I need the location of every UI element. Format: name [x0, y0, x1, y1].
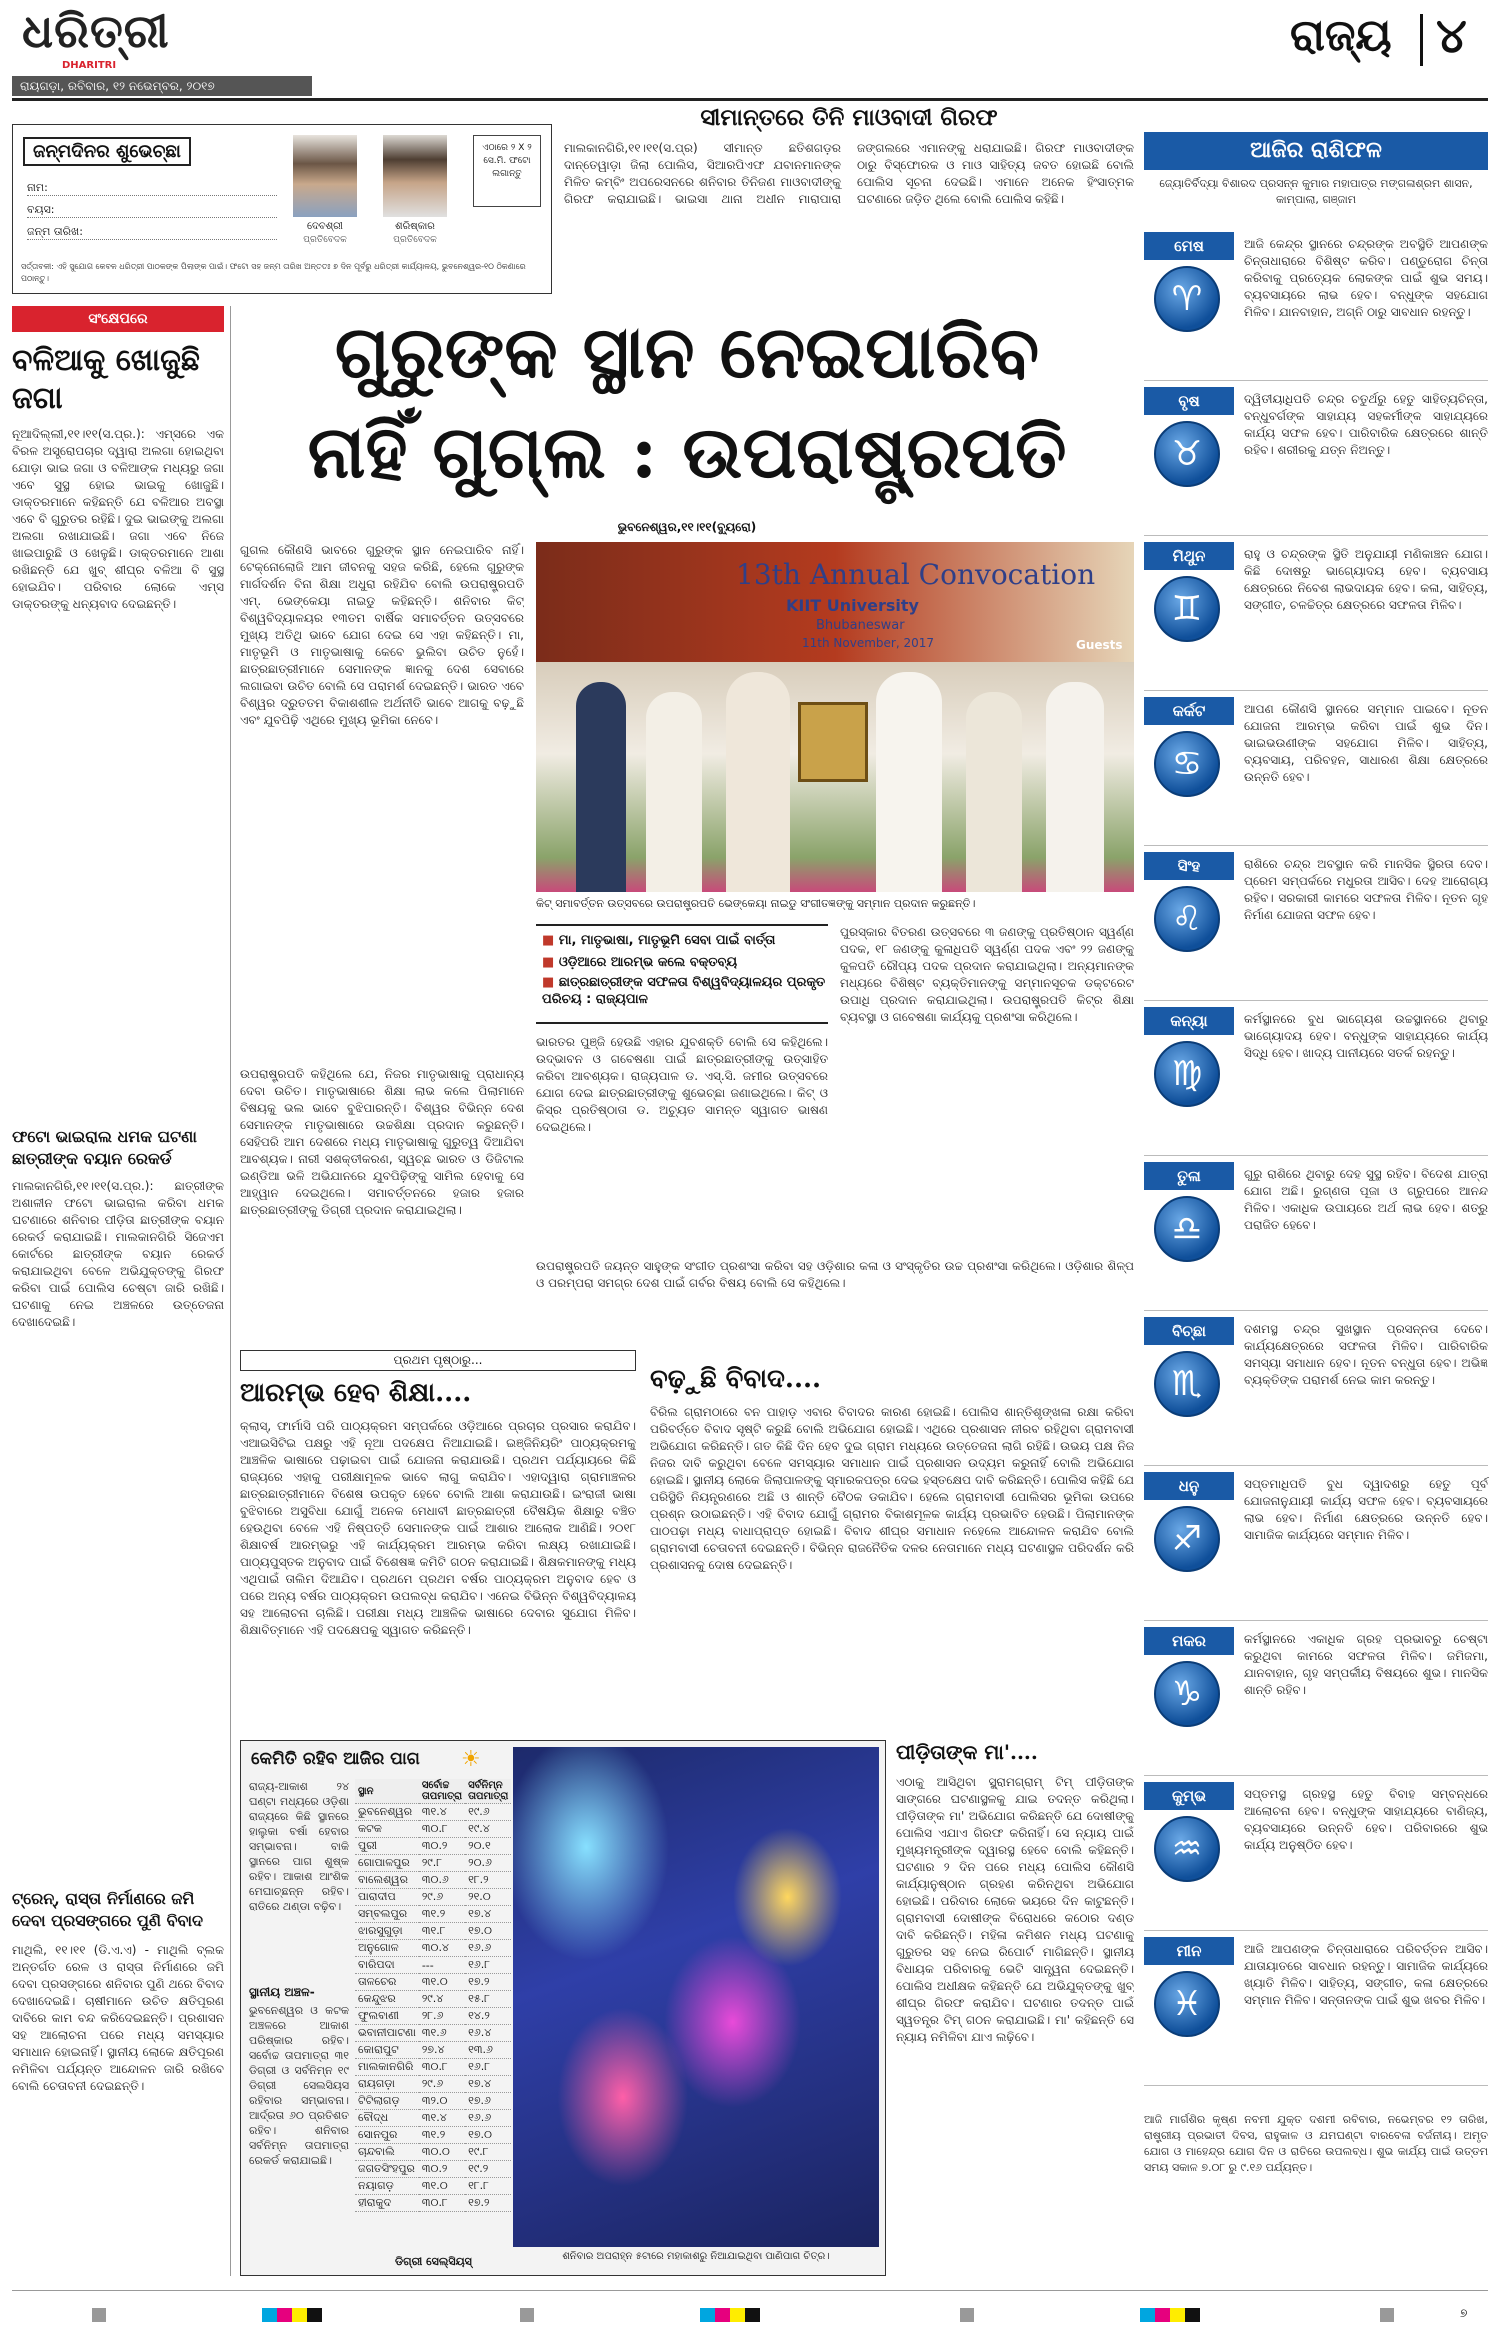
- weather-row: [355, 2127, 511, 2144]
- weather-place: ସୋନପୁର: [355, 2127, 419, 2144]
- panchang: ଆଜି ମାର୍ଗଶିର କୃଷ୍ଣ ନବମୀ ଯୁକ୍ତ ଦଶମୀ ରବିବାର, ନଭେମ୍ବର ୧୨ ତାରିଖ, ରାଷ୍ଟ୍ରୀୟ ପ୍ରଭାତୀ ଦିବସ, ରାହୁକାଳ ଓ ଯମଘଣ୍ଟା ବାରବେଳା ବର୍ଜନୀୟ। ଅମୃତ ଯୋଗ ଓ ମାହେନ୍ଦ୍ର ଯୋଗ ଦିନ ଓ ରାତିରେ ଉପଲବ୍ଧ। ଶୁଭ କାର୍ଯ୍ୟ ପାଇଁ ଉତ୍ତମ ସମୟ ସକାଳ ୭.୦୮ ରୁ ୯.୧୬ ପର୍ଯ୍ୟନ୍ତ।: [1144, 2113, 1488, 2174]
- weather-max: ୨୯.୬: [419, 1889, 465, 1906]
- kid-name-2: ଶରିଷ୍କାର: [395, 221, 435, 232]
- brief-body-1: ନୂଆଦିଲ୍ଲୀ,୧୧।୧୧(ସ.ପ୍ର.): ଏମ୍ସରେ ଏକ ବିରଳ ଅସ୍ତ୍ରୋପଚାର ଦ୍ୱାରା ଅଲଗା ହୋଇଥିବା ଯୋଡ଼ା ଭାଇ ଜଗା ଓ ବଳିଆଙ୍କ ମଧ୍ୟରୁ ଜଗା ଏବେ ସୁସ୍ଥ ହୋଇ ଭାଇକୁ ଖୋଜୁଛି। ଡାକ୍ତରମାନେ କହିଛନ୍ତି ଯେ ବଳିଆର ଅବସ୍ଥା ଏବେ ବି ଗୁରୁତର ରହିଛି। ଦୁଇ ଭାଇଙ୍କୁ ଅଲଗା ଅଲଗା ରଖାଯାଇଛି। ଜଗା ଏବେ ନିଜେ ଖାଇପାରୁଛି ଓ ଖେଳୁଛି। ଡାକ୍ତରମାନେ ଆଶା ରଖିଛନ୍ତି ଯେ ଖୁବ୍ ଶୀଘ୍ର ବଳିଆ ବି ସୁସ୍ଥ ହୋଇଯିବ। ପରିବାର ଲୋକେ ଏମ୍ସ ଡାକ୍ତରଙ୍କୁ ଧନ୍ୟବାଦ ଦେଇଛନ୍ତି।: [12, 427, 224, 611]
- weather-min: ୧୯.୬: [465, 1804, 511, 1821]
- education-story: [240, 1350, 636, 1730]
- reg-mark-2: [262, 2308, 322, 2322]
- section-divider: [1420, 14, 1423, 66]
- brief-rule: [230, 306, 231, 2276]
- footer-rule: [12, 2290, 1488, 2291]
- weather-place: ପୁରୀ: [355, 1838, 419, 1855]
- victim-body: ଏଠାକୁ ଆସିଥିବା ସ୍କ୍ରାମଗ୍ରାମ୍‌ ଟିମ୍‌ ପୀଡ଼ିତାଙ୍କ ସାଙ୍ଗରେ ଘଟଣାସ୍ଥଳକୁ ଯାଇ ତଦନ୍ତ କରିଥିଲା। ପୀଡ଼ିତାଙ୍କ ମା' ଅଭିଯୋଗ କରିଛନ୍ତି ଯେ ଦୋଷୀଙ୍କୁ ପୋଲିସ ଏଯାଏ ଗିରଫ କରିନାହିଁ। ସେ ନ୍ୟାୟ ପାଇଁ ମୁଖ୍ୟମନ୍ତ୍ରୀଙ୍କ ଦ୍ୱାରସ୍ଥ ହେବେ ବୋଲି କହିଛନ୍ତି। ଘଟଣାର ୨ ଦିନ ପରେ ମଧ୍ୟ ପୋଲିସ କୌଣସି କାର୍ଯ୍ୟାନୁଷ୍ଠାନ ଗ୍ରହଣ କରିନଥିବା ଅଭିଯୋଗ ହୋଇଛି। ପରିବାର ଲୋକେ ଭୟରେ ଦିନ କାଟୁଛନ୍ତି। ଗ୍ରାମବାସୀ ଦୋଷୀଙ୍କ ବିରୋଧରେ କଠୋର ଦଣ୍ଡ ଦାବି କରିଛନ୍ତି। ମହିଳା କମିଶନ ମଧ୍ୟ ଘଟଣାକୁ ଗୁରୁତର ସହ ନେଇ ରିପୋର୍ଟ ମାଗିଛନ୍ତି। ସ୍ଥାନୀୟ ବିଧାୟକ ପରିବାରକୁ ଭେଟି ସାନ୍ତ୍ୱନା ଦେଇଛନ୍ତି। ପୋଲିସ ଅଧୀକ୍ଷକ କହିଛନ୍ତି ଯେ ଅଭିଯୁକ୍ତଙ୍କୁ ଖୁବ୍‌ ଶୀଘ୍ର ଗିରଫ କରାଯିବ। ଘଟଣାର ତଦନ୍ତ ପାଇଁ ସ୍ୱତନ୍ତ୍ର ଟିମ୍‌ ଗଠନ କରାଯାଇଛି। ମା' କହିଛନ୍ତି ସେ ନ୍ୟାୟ ନମିଳିବା ଯାଏ ଲଢ଼ିବେ।: [896, 1775, 1134, 2044]
- weather-max: ୨୮.୬: [419, 2008, 465, 2025]
- photo-banner-date: 11th November, 2017: [802, 636, 934, 650]
- col-max: ସର୍ବୋଚ୍ଚ ତାପମାତ୍ରା: [419, 1779, 465, 1804]
- zodiac-icon: ♒: [1154, 1816, 1220, 1882]
- weather-row: [355, 1940, 511, 1957]
- photo-banner-guests: Guests: [1076, 638, 1123, 652]
- convocation-photo: [536, 542, 1134, 892]
- horoscope-sign: [1144, 1472, 1488, 1621]
- weather-min: ୧୭.୪: [465, 1906, 511, 1923]
- page-number: ୪: [1436, 8, 1467, 64]
- maoist-headline: ସୀମାନ୍ତରେ ତିନି ମାଓବାଦୀ ଗିରଫ: [700, 104, 998, 131]
- weather-row: [355, 2161, 511, 2178]
- weather-row: [355, 2093, 511, 2110]
- weather-place: ସମ୍ବଲପୁର: [355, 1906, 419, 1923]
- weather-max: ୩୦.୮: [419, 1821, 465, 1838]
- weather-rows: [355, 1804, 511, 2212]
- weather-max: ୩୦.୮: [419, 2059, 465, 2076]
- sign-text: କର୍ମସ୍ଥାନରେ ଏକାଧିକ ଗ୍ରହ ପ୍ରଭାବରୁ ଚେଷ୍ଟା କରୁଥିବା କାମରେ ସଫଳତା ମିଳିବ। ଜମିଜମା, ଯାନବାହାନ, ଗୃହ ସମ୍ପର୍କୀୟ ବିଷୟରେ ଶୁଭ। ମାନସିକ ଶାନ୍ତି ରହିବ।: [1244, 1632, 1488, 1697]
- dispute-headline: ବଢ଼ୁଛି ବିବାଦ....: [650, 1364, 822, 1394]
- weather-max: ୩୧.୦: [419, 1974, 465, 1991]
- sign-name: କୁମ୍ଭ: [1144, 1782, 1234, 1810]
- footer-registration-marks: [0, 2300, 1500, 2330]
- weather-row: [355, 2059, 511, 2076]
- photo-person-3: [726, 672, 790, 892]
- sign-text: ଆଜି ଆପଣଙ୍କ ଚିନ୍ତାଧାରାରେ ପରିବର୍ତ୍ତନ ଆସିବ। ଯାତାୟାତରେ ସାବଧାନ ରହନ୍ତୁ। ସାମାଜିକ କାର୍ଯ୍ୟରେ ଖ୍ୟାତି ମିଳିବ। ସାହିତ୍ୟ, ସଙ୍ଗୀତ, କଳା କ୍ଷେତ୍ରରେ ସମ୍ମାନ ମିଳିବ। ସନ୍ତାନଙ୍କ ପାଇଁ ଶୁଭ ଖବର ମିଳିବ।: [1244, 1942, 1488, 2007]
- brief-body-3: ମାଥିଲି, ୧୧।୧୧ (ଡି.ଏ.ଏ) - ମାଥିଲି ବ୍ଲକ ଅନ୍ତର୍ଗତ ରେଳ ଓ ରାସ୍ତା ନିର୍ମାଣରେ ଜମି ଦେବା ପ୍ରସଙ୍ଗରେ ଶନିବାର ପୁଣି ଥରେ ବିବାଦ ଦେଖାଦେଇଛି। ଚାଷୀମାନେ ଉଚିତ କ୍ଷତିପୂରଣ ଦାବିରେ କାମ ବନ୍ଦ କରିଦେଇଛନ୍ତି। ପ୍ରଶାସନ ସହ ଆଲୋଚନା ପରେ ମଧ୍ୟ ସମସ୍ୟାର ସମାଧାନ ହୋଇନାହିଁ। ସ୍ଥାନୀୟ ଲୋକେ କ୍ଷତିପୂରଣ ନମିଳିବା ପର୍ଯ୍ୟନ୍ତ ଆନ୍ଦୋଳନ ଜାରି ରଖିବେ ବୋଲି ଚେତାବନୀ ଦେଇଛନ୍ତି।: [12, 1943, 224, 2093]
- newspaper-logo-sub: DHARITRI: [62, 60, 117, 71]
- dispute-body: ବିରିଲ ଗ୍ରାମଠାରେ ବନ ପାହାଡ଼ ଏବାର ବିବାଦର କାରଣ ହୋଇଛି। ପୋଲିସ ଶାନ୍ତିଶୃଙ୍ଖଳା ରକ୍ଷା କରିବା ପରିବର୍ତ୍ତେ ବିବାଦ ସୃଷ୍ଟି କରୁଛି ବୋଲି ଅଭିଯୋଗ ହୋଇଛି। ଏଥିରେ ପ୍ରଶାସନ ନୀରବ ରହିଥିବା ଗ୍ରାମବାସୀ ଅଭିଯୋଗ କରିଛନ୍ତି। ଗତ କିଛି ଦିନ ହେବ ଦୁଇ ଗ୍ରାମ ମଧ୍ୟରେ ଉତ୍ତେଜନା ଲାଗି ରହିଛି। ଉଭୟ ପକ୍ଷ ନିଜ ନିଜର ଦାବି କରୁଥିବା ବେଳେ ସମସ୍ୟାର ସମାଧାନ ପାଇଁ ପ୍ରଶାସନ ଉଦ୍ୟମ କରୁନାହିଁ ବୋଲି ଅଭିଯୋଗ ହୋଇଛି। ସ୍ଥାନୀୟ ଲୋକେ ଜିଲାପାଳଙ୍କୁ ସ୍ମାରକପତ୍ର ଦେଇ ହସ୍ତକ୍ଷେପ ଦାବି କରିଛନ୍ତି। ପୋଲିସ କହିଛି ଯେ ପରିସ୍ଥିତି ନିୟନ୍ତ୍ରଣରେ ଅଛି ଓ ଶାନ୍ତି ବୈଠକ ଡକାଯିବ। ହେଲେ ଗ୍ରାମବାସୀ ପୋଲିସର ଭୂମିକା ଉପରେ ପ୍ରଶ୍ନ ଉଠାଇଛନ୍ତି। ଏହି ବିବାଦ ଯୋଗୁଁ ଗ୍ରାମର ବିକାଶମୂଳକ କାର୍ଯ୍ୟ ପ୍ରଭାବିତ ହେଉଛି। ପିଲାମାନଙ୍କ ପାଠପଢ଼ା ମଧ୍ୟ ବାଧାପ୍ରାପ୍ତ ହୋଇଛି। ବିବାଦ ଶୀଘ୍ର ସମାଧାନ ନହେଲେ ଆନ୍ଦୋଳନ କରାଯିବ ବୋଲି ଗ୍ରାମବାସୀ ଚେତାବନୀ ଦେଇଛନ୍ତି। ବିଭିନ୍ନ ରାଜନୈତିକ ଦଳର ନେତାମାନେ ମଧ୍ୟ ଘଟଣାସ୍ଥଳ ପରିଦର୍ଶନ କରି ପ୍ରଶାସନକୁ ଦୋଷ ଦେଇଛନ୍ତି।: [650, 1405, 1134, 1572]
- weather-row: [355, 2042, 511, 2059]
- sign-name: ମୀନ: [1144, 1937, 1234, 1965]
- weather-min: ୧୭.୬: [465, 2093, 511, 2110]
- sign-name: କନ୍ୟା: [1144, 1007, 1234, 1035]
- weather-place: ରାୟଗଡ଼ା: [355, 2076, 419, 2093]
- weather-max: ୨୯.୪: [419, 1991, 465, 2008]
- zodiac-icon: ♎: [1154, 1196, 1220, 1262]
- weather-row: [355, 2178, 511, 2195]
- zodiac-icon: ♑: [1154, 1661, 1220, 1727]
- sign-text: ରାଶିରେ ଚନ୍ଦ୍ର ଅବସ୍ଥାନ କରି ମାନସିକ ସ୍ଥିରତା ଦେବ। ପ୍ରେମ ସମ୍ପର୍କରେ ମଧୁରତା ଆସିବ। ଦେହ ଆରୋଗ୍ୟ ରହିବ। ସରକାରୀ କାମରେ ସଫଳତା ମିଳିବ। ନୂତନ ଗୃହ ନିର୍ମାଣ ଯୋଜନା ସଫଳ ହେବ।: [1244, 857, 1488, 922]
- weather-min: ୧୭.୨: [465, 2195, 511, 2212]
- lead-bullet-1: ■ ମା, ମାତୃଭାଷା, ମାତୃଭୂମି ସେବା ପାଇଁ ବାର୍ତ୍ତା: [536, 930, 828, 952]
- brief-column: [12, 306, 224, 2276]
- weather-min: ୧୯.୨: [465, 2161, 511, 2178]
- weather-place: କୋରାପୁଟ: [355, 2042, 419, 2059]
- sign-text: ରାହୁ ଓ ଚନ୍ଦ୍ରଙ୍କ ସ୍ଥିତି ଅନୁଯାୟୀ ମଣିକାଞ୍ଚନ ଯୋଗ। କିଛି ଦୋଷରୁ ଭାଗ୍ୟୋଦୟ ହେବ। ବ୍ୟବସାୟ କ୍ଷେତ୍ରରେ ନିବେଶ ଲାଭଦାୟକ ହେବ। କଳା, ସାହିତ୍ୟ, ସଙ୍ଗୀତ, ଚଳଚ୍ଚିତ୍ର କ୍ଷେତ୍ରରେ ସଫଳତା ମିଳିବ।: [1244, 547, 1488, 612]
- birthday-rules: ସର୍ତ୍ତାବଳୀ: ଏହି ସୁଯୋଗ କେବଳ ଧରିତ୍ରୀ ପାଠକଙ୍କ ପିଲାଙ୍କ ପାଇଁ। ଫଟୋ ସହ ଜନ୍ମ ତାରିଖ ଅନ୍ତତଃ ୭ ଦିନ ପୂର୍ବରୁ ଧରିତ୍ରୀ କାର୍ଯ୍ୟାଳୟ, ଭୁବନେଶ୍ୱର-୧୦ ଠିକଣାରେ ପଠାନ୍ତୁ।: [21, 262, 526, 283]
- weather-max: ୩୧.୨: [419, 1906, 465, 1923]
- zodiac-icon: ♉: [1154, 421, 1220, 487]
- lead-bullets: [536, 924, 828, 1024]
- weather-place: ବାରିପଦା: [355, 1957, 419, 1974]
- sign-name: ବିଚ୍ଛା: [1144, 1317, 1234, 1345]
- masthead: [0, 0, 1500, 95]
- weather-min: ୨୧.୦: [465, 1889, 511, 1906]
- weather-min: ୧୭.୨: [465, 1974, 511, 1991]
- kid-photo-1: [293, 135, 357, 217]
- lead-body-4: ପୁରସ୍କାର ବିତରଣ ଉତ୍ସବରେ ୩ ଜଣଙ୍କୁ ପ୍ରତିଷ୍ଠାନ ସ୍ୱର୍ଣ୍ଣ ପଦକ, ୧୮ ଜଣଙ୍କୁ କୁଳାଧିପତି ସ୍ୱର୍ଣ୍ଣ ପଦକ ଏବଂ ୨୨ ଜଣଙ୍କୁ କୁଳପତି ରୌପ୍ୟ ପଦକ ପ୍ରଦାନ କରାଯାଇଥିଲା। ଅନ୍ୟମାନଙ୍କ ମଧ୍ୟରେ ବିଶିଷ୍ଟ ବ୍ୟକ୍ତିମାନଙ୍କୁ ସମ୍ମାନସୂଚକ ଡକ୍ଟରେଟ ଉପାଧି ପ୍ରଦାନ କରାଯାଇଥିଲା। ଉପରାଷ୍ଟ୍ରପତି କିଟ୍‌ର ଶିକ୍ଷା ବ୍ୟବସ୍ଥା ଓ ଗବେଷଣା କାର୍ଯ୍ୟକୁ ପ୍ରଶଂସା କରିଥିଲେ।: [840, 925, 1134, 1024]
- lead-bullet-2: ■ ଓଡ଼ିଆରେ ଆରମ୍ଭ କଲେ ବକ୍ତବ୍ୟ: [536, 952, 828, 974]
- weather-row: [355, 1923, 511, 1940]
- weather-min: ୧୪.୨: [465, 2008, 511, 2025]
- lead-bullet-3: ■ ଛାତ୍ରଛାତ୍ରୀଙ୍କ ସଫଳତା ବିଶ୍ୱବିଦ୍ୟାଳୟର ପ୍ରକୃତ ପରିଚୟ : ରାଜ୍ୟପାଳ: [536, 974, 828, 1008]
- lead-headline-1: ଗୁରୁଙ୍କ ସ୍ଥାନ ନେଇପାରିବ: [334, 309, 1040, 394]
- weather-local-title: ସ୍ଥାନୀୟ ଅଞ୍ଚଳ-: [249, 1985, 315, 1999]
- reg-mark-7: [1380, 2308, 1394, 2322]
- weather-place: ଫୁଲବାଣୀ: [355, 2008, 419, 2025]
- weather-min: ୧୫.୮: [465, 1991, 511, 2008]
- weather-max: ୩୦.୪: [419, 1940, 465, 1957]
- col-min: ସର୍ବନିମ୍ନ ତାପମାତ୍ରା: [465, 1779, 511, 1804]
- maoist-body: ମାଲକାନଗିରି,୧୧।୧୧(ସ.ପ୍ର) ସୀମାନ୍ତ ଛତିଶଗଡ଼ର ଦାନ୍ତେୱାଡ଼ା ଜିଲା ପୋଲିସ, ସିଆରପିଏଫ ଯବାନମାନଙ୍କ ମିଳିତ କମ୍ବିଂ ଅପରେସନରେ ଶନିବାର ତିନିଜଣ ମାଓବାଦୀଙ୍କୁ ଗିରଫ କରାଯାଇଛି। ଭାଇସା ଥାନା ଅଧୀନ ମାରାପାରା ଜଙ୍ଗଲରେ ଏମାନଙ୍କୁ ଧରାଯାଇଛି। ଗିରଫ ମାଓବାଦୀଙ୍କ ଠାରୁ ବିସ୍ଫୋରକ ଓ ମାଓ ସାହିତ୍ୟ ଜବତ ହୋଇଛି ବୋଲି ପୋଲିସ ସୂଚନା ଦେଇଛି। ଏମାନେ ଅନେକ ହିଂସାତ୍ମକ ଘଟଣାରେ ଜଡ଼ିତ ଥିଲେ ବୋଲି ପୋଲିସ କହିଛି।: [564, 141, 1134, 206]
- weather-max: ୩୦.୨: [419, 1838, 465, 1855]
- brief-title-2: ଫଟୋ ଭାଇରାଲ ଧମକ ଘଟଣା ଛାତ୍ରୀଙ୍କ ବୟାନ ରେକର୍ଡ: [12, 1127, 197, 1168]
- weather-row: [355, 1957, 511, 1974]
- photo-plaque: [798, 702, 868, 782]
- weather-place: ନୟାଗଡ଼: [355, 2178, 419, 2195]
- col-place: ସ୍ଥାନ: [355, 1779, 419, 1804]
- brief-title-3: ଟ୍ରେନ୍‌, ରାସ୍ତା ନିର୍ମାଣରେ ଜମି ଦେବା ପ୍ରସଙ୍ଗରେ ପୁଣି ବିବାଦ: [12, 1889, 204, 1930]
- weather-min: ୧୬.୬: [465, 1940, 511, 1957]
- sign-text: ଆପଣ କୌଣସି ସ୍ଥାନରେ ସମ୍ମାନ ପାଇବେ। ନୂତନ ଯୋଜନା ଆରମ୍ଭ କରିବା ପାଇଁ ଶୁଭ ଦିନ। ଭାଇଭଉଣୀଙ୍କ ସହଯୋଗ ମିଳିବ। ସାହିତ୍ୟ, ବ୍ୟବସାୟ, ପରିବହନ, ସାଧାରଣ ଶିକ୍ଷା କ୍ଷେତ୍ରରେ ଉନ୍ନତି ହେବ।: [1244, 702, 1488, 784]
- weather-place: ଅନୁଗୋଳ: [355, 1940, 419, 1957]
- birthday-field-name: ନାମ:: [27, 181, 277, 196]
- weather-min: ୧୬.୬: [465, 2110, 511, 2127]
- zodiac-icon: ♋: [1154, 731, 1220, 797]
- horoscope-column: [1144, 102, 1488, 2277]
- weather-max: ୩୧.୮: [419, 1923, 465, 1940]
- horoscope-sign: [1144, 542, 1488, 691]
- weather-min: ୧୬.୮: [465, 1957, 511, 1974]
- lead-headline-2: ନାହିଁ ଗୁଗ୍‌ଲ : ଉପରାଷ୍ଟ୍ରପତି: [307, 409, 1067, 494]
- birthday-field-age: ବୟସ:: [27, 203, 277, 218]
- sign-name: ମେଷ: [1144, 232, 1234, 260]
- lead-story: [240, 306, 1134, 1346]
- weather-max: ୩୧.୬: [419, 2025, 465, 2042]
- photo-banner-sub: KIIT University: [786, 596, 919, 615]
- photo-person-4: [876, 672, 942, 892]
- sign-text: କର୍ମସ୍ଥାନରେ ବୁଧ ଭାଗ୍ୟେଶ ଉଚ୍ଚସ୍ଥାନରେ ଥିବାରୁ ଭାଗ୍ୟୋଦୟ ହେବ। ବନ୍ଧୁଙ୍କ ସାହାଯ୍ୟରେ କାର୍ଯ୍ୟ ସିଦ୍ଧି ହେବ। ଖାଦ୍ୟ ପାନୀୟରେ ସତର୍କ ରହନ୍ତୁ।: [1244, 1012, 1488, 1060]
- weather-row: [355, 1991, 511, 2008]
- birthday-field-dob: ଜନ୍ମ ତାରିଖ:: [27, 225, 277, 240]
- weather-intro: ରାଜ୍ୟ-ଆକାଶ ୨୪ ଘଣ୍ଟା ମଧ୍ୟରେ ଓଡ଼ିଶା ରାଜ୍ୟରେ କିଛି ସ୍ଥାନରେ ହାଲୁକା ବର୍ଷା ହେବାର ସମ୍ଭାବନା। ବାକି ସ୍ଥାନରେ ପାଗ ଶୁଷ୍କ ରହିବ। ଆକାଶ ଆଂଶିକ ମେଘାଚ୍ଛନ୍ନ ରହିବ। ରାତିରେ ଥଣ୍ଡା ବଢ଼ିବ।: [249, 1780, 349, 1913]
- sign-text: ଗୁରୁ ରାଶିରେ ଥିବାରୁ ଦେହ ସୁସ୍ଥ ରହିବ। ବିଦେଶ ଯାତ୍ରା ଯୋଗ ଅଛି। ରୁଗ୍‌ଣତା ପୂଜା ଓ ଗ୍ରୁପରେ ଆନନ୍ଦ ମିଳିବ। ଏକାଧିକ ଉପାୟରେ ଅର୍ଥ ଲାଭ ହେବ। ଶତ୍ରୁ ପରାଜିତ ହେବେ।: [1244, 1167, 1488, 1232]
- sign-name: ଧନୁ: [1144, 1472, 1234, 1500]
- sign-text: ସପ୍ତମାଧିପତି ବୁଧ ଦ୍ୱାଦଶରୁ ହେତୁ ପୂର୍ବ ଯୋଜନାନୁଯାୟୀ କାର୍ଯ୍ୟ ସଫଳ ହେବ। ବ୍ୟବସାୟରେ ଲାଭ ହେବ। ନିର୍ମାଣ କ୍ଷେତ୍ରରେ ଉନ୍ନତି ହେବ। ସାମାଜିକ କାର୍ଯ୍ୟରେ ସମ୍ମାନ ମିଳିବ।: [1244, 1477, 1488, 1542]
- weather-unit: ଡିଗ୍ରୀ ସେଲ୍‌ସିୟସ୍‌: [395, 2255, 472, 2268]
- weather-place: ହୀରାକୁଦ: [355, 2195, 419, 2212]
- weather-min: ୧୬.୮: [465, 2059, 511, 2076]
- photo-placeholder: ଏଠାରେ ୨ X ୨ ସେ.ମି. ଫଟୋ ଲଗାନ୍ତୁ: [473, 135, 541, 207]
- kid-caption-2: ପ୍ରତିବେଦକ: [393, 235, 437, 245]
- weather-row: [355, 1872, 511, 1889]
- weather-min: ୨୦.୧: [465, 1838, 511, 1855]
- sign-name: ମିଥୁନ: [1144, 542, 1234, 570]
- sign-text: ସପ୍ତମସ୍ଥ ଗ୍ରହସ୍ଥ ହେତୁ ବିବାହ ସମ୍ବନ୍ଧରେ ଆଲୋଚନା ହେବ। ବନ୍ଧୁଙ୍କ ସାହାଯ୍ୟରେ ବାଣିଜ୍ୟ, ବ୍ୟବସାୟରେ ଉନ୍ନତି ହେବ। ପରିବାରରେ ଶୁଭ କାର୍ଯ୍ୟ ଅନୁଷ୍ଠିତ ହେବ।: [1244, 1787, 1488, 1852]
- weather-max: ୩୧.୦: [419, 2178, 465, 2195]
- zodiac-icon: ♏: [1154, 1351, 1220, 1417]
- astrologer-credit: ଜ୍ୟୋତିର୍ବିଦ୍ୟା ବିଶାରଦ ପ୍ରସନ୍ନ କୁମାର ମହାପାତ୍ର ମଙ୍ଗଳାଶ୍ରମ ଶାସନ, କାମ୍ପାଲା, ଗଞ୍ଜାମ: [1159, 177, 1473, 206]
- photo-banner-title: 13th Annual Convocation: [736, 558, 1096, 591]
- reg-mark-4: [700, 2308, 760, 2322]
- weather-min: ୧୯.୪: [465, 1821, 511, 1838]
- newspaper-logo: ଧରିତ୍ରୀ: [22, 4, 170, 58]
- brief-label: ସଂକ୍ଷେପରେ: [12, 306, 224, 332]
- weather-max: ୩୦.୨: [419, 2161, 465, 2178]
- map-caption: ଶନିବାର ଅପରାହ୍ନ ୫ଟାରେ ମହାକାଶରୁ ନିଆଯାଇଥିବା ପାଣିପାଗ ଚିତ୍ର।: [562, 2251, 830, 2262]
- sign-text: ଆଜି କେନ୍ଦ୍ର ସ୍ଥାନରେ ଚନ୍ଦ୍ରଙ୍କ ଅବସ୍ଥିତି ଆପଣଙ୍କ ଚିନ୍ତାଧାରାରେ ବିଶିଷ୍ଟ କରିବ। ପଣ୍ଡୁରୋଗ ଚିନ୍ତା କରିବାକୁ ପ୍ରତ୍ୟେକ ଲୋକଙ୍କ ପାଇଁ ଶୁଭ ସମୟ। ବ୍ୟବସାୟରେ ଲାଭ ହେବ। ବନ୍ଧୁଙ୍କ ସହଯୋଗ ମିଳିବ। ଯାନବାହାନ, ଅଗ୍ନି ଠାରୁ ସାବଧାନ ରହନ୍ତୁ।: [1244, 237, 1488, 319]
- weather-title: କେମିତି ରହିବ ଆଜିର ପାଗ: [251, 1749, 420, 1769]
- lead-body-3: ଭାରତର ପୁଞ୍ଜି ହେଉଛି ଏହାର ଯୁବଶକ୍ତି ବୋଲି ସେ କହିଥିଲେ। ଉଦ୍ଭାବନ ଓ ଗବେଷଣା ପାଇଁ ଛାତ୍ରଛାତ୍ରୀଙ୍କୁ ଉତ୍ସାହିତ କରିବା ଆବଶ୍ୟକ। ରାଜ୍ୟପାଳ ଡ. ଏସ୍‌.ସି. ଜମୀର ଉତ୍ସବରେ ଯୋଗ ଦେଇ ଛାତ୍ରଛାତ୍ରୀଙ୍କୁ ଶୁଭେଚ୍ଛା ଜଣାଇଥିଲେ। କିଟ୍‌ ଓ କିସ୍‌ର ପ୍ରତିଷ୍ଠାତା ଡ. ଅଚ୍ୟୁତ ସାମନ୍ତ ସ୍ୱାଗତ ଭାଷଣ ଦେଇଥିଲେ।: [536, 1035, 828, 1134]
- lead-dateline: ଭୁବନେଶ୍ୱର,୧୧।୧୧(ବ୍ୟୁରୋ): [617, 520, 757, 534]
- horoscope-sign: [1144, 387, 1488, 536]
- weather-row: [355, 2110, 511, 2127]
- weather-row: [355, 1889, 511, 1906]
- victim-headline: ପୀଡ଼ିତାଙ୍କ ମା'....: [896, 1740, 1038, 1764]
- photo-person-1: [576, 682, 626, 892]
- weather-place: ଭବାନୀପାଟଣା: [355, 2025, 419, 2042]
- weather-max: ୨୯.୮: [419, 1855, 465, 1872]
- lead-body-5: ଉପରାଷ୍ଟ୍ରପତି ଜୟନ୍ତ ସାହୁଙ୍କ ସଂଗୀତ ପ୍ରଶଂସା କରିବା ସହ ଓଡ଼ିଶାର କଳା ଓ ସଂସ୍କୃତିର ଉଚ୍ଚ ପ୍ରଶଂସା କରିଥିଲେ। ଓଡ଼ିଶାର ଶିଳ୍ପ ଓ ପରମ୍ପରା ସମଗ୍ର ଦେଶ ପାଇଁ ଗର୍ବର ବିଷୟ ବୋଲି ସେ କହିଥିଲେ।: [536, 1259, 1134, 1290]
- weather-place: ଚାନ୍ଦବାଲି: [355, 2144, 419, 2161]
- photo-banner-city: Bhubaneswar: [816, 618, 905, 633]
- weather-min: ୧୭.୪: [465, 2076, 511, 2093]
- weather-row: [355, 2076, 511, 2093]
- reg-mark-5: [960, 2308, 974, 2322]
- horoscope-sign: [1144, 232, 1488, 381]
- zodiac-icon: ♈: [1154, 266, 1220, 332]
- weather-place: କଟକ: [355, 1821, 419, 1838]
- weather-row: [355, 1974, 511, 1991]
- section-title: ରାଜ୍ୟ: [1290, 10, 1392, 61]
- reg-mark-1: [92, 2308, 106, 2322]
- weather-min: ୨୦.୬: [465, 1855, 511, 1872]
- weather-max: ୨୭.୪: [419, 2042, 465, 2059]
- victim-story: [896, 1740, 1134, 2276]
- education-headline: ଆରମ୍ଭ ହେବ ଶିକ୍ଷା....: [240, 1378, 472, 1408]
- photo-person-2: [646, 692, 702, 892]
- weather-max: ---: [419, 1957, 465, 1974]
- weather-row: [355, 2144, 511, 2161]
- lead-body-2: ଉପରାଷ୍ଟ୍ରପତି କହିଥିଲେ ଯେ, ନିଜର ମାତୃଭାଷାକୁ ପ୍ରାଧାନ୍ୟ ଦେବା ଉଚିତ। ମାତୃଭାଷାରେ ଶିକ୍ଷା ଲାଭ କଲେ ପିଲାମାନେ ବିଷୟକୁ ଭଲ ଭାବେ ବୁଝିପାରନ୍ତି। ବିଶ୍ୱର ବିଭିନ୍ନ ଦେଶ ସେମାନଙ୍କ ମାତୃଭାଷାରେ ଉଚ୍ଚଶିକ୍ଷା ପ୍ରଦାନ କରୁଛନ୍ତି। ସେହିପରି ଆମ ଦେଶରେ ମଧ୍ୟ ମାତୃଭାଷାକୁ ଗୁରୁତ୍ୱ ଦିଆଯିବା ଆବଶ୍ୟକ। ନାରୀ ସଶକ୍ତୀକରଣ, ସ୍ୱଚ୍ଛ ଭାରତ ଓ ଡିଜିଟାଲ ଇଣ୍ଡିଆ ଭଳି ଅଭିଯାନରେ ଯୁବପିଢ଼ିଙ୍କୁ ସାମିଲ ହେବାକୁ ସେ ଆହ୍ୱାନ ଦେଇଥିଲେ। ସମାବର୍ତ୍ତନରେ ହଜାର ହଜାର ଛାତ୍ରଛାତ୍ରୀଙ୍କୁ ଡିଗ୍ରୀ ପ୍ରଦାନ କରାଯାଇଥିଲା।: [240, 1067, 524, 1217]
- weather-min: ୧୬.୪: [465, 2025, 511, 2042]
- weather-min: ୧୭.୦: [465, 1923, 511, 1940]
- dateline-bar: ରାୟଗଡ଼ା, ରବିବାର, ୧୨ ନଭେମ୍ବର, ୨୦୧୭: [12, 76, 312, 96]
- birthday-box: [12, 124, 552, 294]
- horoscope-sign: [1144, 1937, 1488, 2086]
- weather-max: ୩୦.୬: [419, 1872, 465, 1889]
- horoscope-sign: [1144, 697, 1488, 846]
- kid-photo-2: [383, 135, 447, 217]
- weather-table-wrap: [355, 1779, 509, 2249]
- horoscope-sign: [1144, 1317, 1488, 1466]
- weather-place: ପାରାଦୀପ: [355, 1889, 419, 1906]
- weather-place: କେନ୍ଦୁଝର: [355, 1991, 419, 2008]
- weather-place: ଭୁବନେଶ୍ୱର: [355, 1804, 419, 1821]
- lead-body-1: ଗୁଗଲ କୌଣସି ଭାବରେ ଗୁରୁଙ୍କ ସ୍ଥାନ ନେଇପାରିବ ନାହିଁ। ଟେକ୍ନୋଲୋଜି ଆମ ଜୀବନକୁ ସହଜ କରିଛି, ହେଲେ ଗୁରୁଙ୍କ ମାର୍ଗଦର୍ଶନ ବିନା ଶିକ୍ଷା ଅଧୁରା ରହିଯିବ ବୋଲି ଉପରାଷ୍ଟ୍ରପତି ଏମ୍‌. ଭେଙ୍କେୟା ନାଇଡୁ କହିଛନ୍ତି। ଶନିବାର କିଟ୍‌ ବିଶ୍ୱବିଦ୍ୟାଳୟର ୧୩ତମ ବାର୍ଷିକ ସମାବର୍ତ୍ତନ ଉତ୍ସବରେ ମୁଖ୍ୟ ଅତିଥି ଭାବେ ଯୋଗ ଦେଇ ସେ ଏହା କହିଛନ୍ତି। ମା, ମାତୃଭୂମି ଓ ମାତୃଭାଷାକୁ କେବେ ଭୁଲିବା ଉଚିତ ନୁହେଁ। ଛାତ୍ରଛାତ୍ରୀମାନେ ସେମାନଙ୍କ ଜ୍ଞାନକୁ ଦେଶ ସେବାରେ ଲଗାଇବା ଉଚିତ ବୋଲି ସେ ପରାମର୍ଶ ଦେଇଛନ୍ତି। ଭାରତ ଏବେ ବିଶ୍ୱର ଦ୍ରୁତତମ ବିକାଶଶୀଳ ଅର୍ଥନୀତି ଭାବେ ଆଗକୁ ବଢ଼ୁଛି ଏବଂ ଯୁବପିଢ଼ି ଏଥିରେ ମୁଖ୍ୟ ଭୂମିକା ନେବେ।: [240, 543, 524, 727]
- education-body: କ୍ଲାସ୍‌, ଫାର୍ମାସି ପରି ପାଠ୍ୟକ୍ରମ ସମ୍ପର୍କରେ ଓଡ଼ିଆରେ ପ୍ରଚାର ପ୍ରସାର କରାଯିବ। ଏଆଇସିଟିଇ ପକ୍ଷରୁ ଏହି ନୂଆ ପଦକ୍ଷେପ ନିଆଯାଇଛି। ଇଞ୍ଜିନିୟରିଂ ପାଠ୍ୟକ୍ରମକୁ ଆଞ୍ଚଳିକ ଭାଷାରେ ପଢ଼ାଇବା ପାଇଁ ଯୋଜନା କରାଯାଉଛି। ପ୍ରଥମ ପର୍ଯ୍ୟାୟରେ କିଛି ରାଜ୍ୟରେ ଏହାକୁ ପରୀକ୍ଷାମୂଳକ ଭାବେ ଲାଗୁ କରାଯିବ। ଏହାଦ୍ୱାରା ଗ୍ରାମାଞ୍ଚଳର ଛାତ୍ରଛାତ୍ରୀମାନେ ବିଶେଷ ଉପକୃତ ହେବେ ବୋଲି ଆଶା କରାଯାଉଛି। ଇଂରାଜୀ ଭାଷା ବୁଝିବାରେ ଅସୁବିଧା ଯୋଗୁଁ ଅନେକ ମେଧାବୀ ଛାତ୍ରଛାତ୍ରୀ ବୈଷୟିକ ଶିକ୍ଷାରୁ ବଞ୍ଚିତ ହେଉଥିବା ବେଳେ ଏହି ନିଷ୍ପତ୍ତି ସେମାନଙ୍କ ପାଇଁ ଆଶାର ଆଲୋକ ଆଣିଛି। ୨୦୧୮ ଶିକ୍ଷାବର୍ଷ ଆରମ୍ଭରୁ ଏହି କାର୍ଯ୍ୟକ୍ରମ ଆରମ୍ଭ କରିବା ଲକ୍ଷ୍ୟ ରଖାଯାଇଛି। ପାଠ୍ୟପୁସ୍ତକ ଅନୁବାଦ ପାଇଁ ବିଶେଷଜ୍ଞ କମିଟି ଗଠନ କରାଯାଇଛି। ଶିକ୍ଷକମାନଙ୍କୁ ମଧ୍ୟ ଏଥିପାଇଁ ତାଲିମ ଦିଆଯିବ। ପ୍ରଥମେ ପ୍ରଥମ ବର୍ଷର ପାଠ୍ୟକ୍ରମ ଅନୁବାଦ ହେବ ଓ ପରେ ଅନ୍ୟ ବର୍ଷର ପାଠ୍ୟକ୍ରମ ଉପଲବ୍ଧ କରାଯିବ। ଏନେଇ ବିଭିନ୍ନ ବିଶ୍ୱବିଦ୍ୟାଳୟ ସହ ଆଲୋଚନା ଚାଲିଛି। ପରୀକ୍ଷା ମଧ୍ୟ ଆଞ୍ଚଳିକ ଭାଷାରେ ଦେବାର ସୁଯୋଗ ମିଳିବ। ଶିକ୍ଷାବିତ୍‌ମାନେ ଏହି ପଦକ୍ଷେପକୁ ସ୍ୱାଗତ କରିଛନ୍ତି।: [240, 1419, 636, 1637]
- horoscope-sign: [1144, 852, 1488, 1001]
- horoscope-sign: [1144, 1782, 1488, 1931]
- photo-caption: କିଟ୍‌ ସମାବର୍ତ୍ତନ ଉତ୍ସବରେ ଉପରାଷ୍ଟ୍ରପତି ଭେଙ୍କେୟା ନାଇଡୁ ସଂଗୀତଜ୍ଞଙ୍କୁ ସମ୍ମାନ ପ୍ରଦାନ କରୁଛନ୍ତି।: [536, 897, 976, 910]
- sign-name: କର୍କଟ: [1144, 697, 1234, 725]
- weather-min: ୧୮.୮: [465, 2178, 511, 2195]
- photo-person-6: [1046, 682, 1104, 892]
- weather-max: ୨୯.୬: [419, 2076, 465, 2093]
- sign-text: ଦ୍ୱିତୀୟାଧିପତି ଚନ୍ଦ୍ର ଚତୁର୍ଥରୁ ହେତୁ ସାହିତ୍ୟଚିନ୍ତା, ବନ୍ଧୁବର୍ଗଙ୍କ ସାହାଯ୍ୟ ସହକର୍ମୀଙ୍କ ସାହାଯ୍ୟରେ କାର୍ଯ୍ୟ ସଫଳ ହେବ। ପାରିବାରିକ କ୍ଷେତ୍ରରେ ଶାନ୍ତି ରହିବ। ଶରୀରକୁ ଯତ୍ନ ନିଅନ୍ତୁ।: [1244, 392, 1488, 457]
- sign-name: ମକର: [1144, 1627, 1234, 1655]
- weather-max: ୩୦.୦: [419, 2144, 465, 2161]
- weather-place: ତାଳଚେର: [355, 1974, 419, 1991]
- zodiac-icon: ♓: [1154, 1971, 1220, 2037]
- kid-name-1: ଦେବଶ୍ରୀ: [307, 221, 343, 232]
- weather-place: ଜଗତସିଂହପୁର: [355, 2161, 419, 2178]
- horoscope-sign: [1144, 1007, 1488, 1156]
- weather-max: ୩୦.୮: [419, 2195, 465, 2212]
- weather-max: ୩୧.୪: [419, 1804, 465, 1821]
- zodiac-icon: ♌: [1154, 886, 1220, 952]
- weather-place: ଗୋପାଳପୁର: [355, 1855, 419, 1872]
- masthead-rule: [12, 98, 1488, 101]
- weather-max: ୩୨.୦: [419, 2093, 465, 2110]
- brief-body-2: ମାଲକାନଗିରି,୧୧।୧୧(ସ.ପ୍ର.): ଛାତ୍ରୀଙ୍କ ଅଶାଳୀନ ଫଟୋ ଭାଇରାଲ କରିବା ଧମକ ଘଟଣାରେ ଶନିବାର ପୀଡ଼ିତା ଛାତ୍ରୀଙ୍କ ବୟାନ ରେକର୍ଡ କରାଯାଇଛି। ମାଲକାନଗିରି ସିଜେଏମ କୋର୍ଟରେ ଛାତ୍ରୀଙ୍କ ବୟାନ ରେକର୍ଡ କରାଯାଇଥିବା ବେଳେ ଅଭିଯୁକ୍ତଙ୍କୁ ଗିରଫ କରିବା ପାଇଁ ପୋଲିସ ଚେଷ୍ଟା ଜାରି ରଖିଛି। ଘଟଣାକୁ ନେଇ ଅଞ୍ଚଳରେ ଉତ୍ତେଜନା ଦେଖାଦେଇଛି।: [12, 1179, 224, 1329]
- zodiac-icon: ♐: [1154, 1506, 1220, 1572]
- reg-mark-6: [1140, 2308, 1200, 2322]
- weather-place: ବୌଦ୍ଧ: [355, 2110, 419, 2127]
- sign-name: ସିଂହ: [1144, 852, 1234, 880]
- horoscope-sign: [1144, 1627, 1488, 1776]
- horoscope-title: ଆଜିର ରାଶିଫଳ: [1144, 132, 1488, 170]
- maoist-story: [564, 102, 1134, 302]
- weather-row: [355, 1906, 511, 1923]
- weather-row: [355, 1821, 511, 1838]
- weather-row: [355, 1804, 511, 1821]
- weather-min: ୧୩.୬: [465, 2042, 511, 2059]
- weather-row: [355, 1838, 511, 1855]
- weather-place: ବାଲେଶ୍ୱର: [355, 1872, 419, 1889]
- weather-min: ୧୭.୦: [465, 2127, 511, 2144]
- reg-mark-3: [520, 2308, 534, 2322]
- weather-row: [355, 2195, 511, 2212]
- weather-min: ୧୯.୮: [465, 2144, 511, 2161]
- dispute-story: [650, 1350, 1134, 1730]
- zodiac-icon: ♊: [1154, 576, 1220, 642]
- weather-row: [355, 2025, 511, 2042]
- weather-box: [240, 1740, 886, 2276]
- weather-max: ୩୧.୨: [419, 2127, 465, 2144]
- sign-name: ତୁଳା: [1144, 1162, 1234, 1190]
- weather-row: [355, 2008, 511, 2025]
- sign-text: ଦଶମସ୍ଥ ଚନ୍ଦ୍ର ସୁଖସ୍ଥାନ ପ୍ରସନ୍ନତା ଦେବେ। କାର୍ଯ୍ୟକ୍ଷେତ୍ରରେ ସଫଳତା ମିଳିବ। ପାରିବାରିକ ସମସ୍ୟା ସମାଧାନ ହେବ। ନୂତନ ବନ୍ଧୁତା ହେବ। ଅଭିଜ୍ଞ ବ୍ୟକ୍ତିଙ୍କ ପରାମର୍ଶ ନେଇ କାମ କରନ୍ତୁ।: [1244, 1322, 1488, 1387]
- weather-place: ମାଲକାନଗିରି: [355, 2059, 419, 2076]
- weather-table: [355, 1779, 511, 2212]
- weather-max: ୩୧.୪: [419, 2110, 465, 2127]
- horoscope-signs: [1144, 232, 1488, 2102]
- weather-local: ଭୁବନେଶ୍ୱର ଓ କଟକ ଅଞ୍ଚଳରେ ଆକାଶ ପରିଷ୍କାର ରହିବ। ସର୍ବୋଚ୍ଚ ତାପମାତ୍ରା ୩୧ ଡିଗ୍ରୀ ଓ ସର୍ବନିମ୍ନ ୧୯ ଡିଗ୍ରୀ ସେଲସିୟସ ରହିବାର ସମ୍ଭାବନା। ଆର୍ଦ୍ରତା ୬୦ ପ୍ରତିଶତ ରହିବ। ଶନିବାର ସର୍ବନିମ୍ନ ତାପମାତ୍ରା ରେକର୍ଡ କରାଯାଇଛି।: [249, 2004, 349, 2167]
- education-kicker: ପ୍ରଥମ ପୃଷ୍ଠାରୁ...: [240, 1350, 636, 1371]
- zodiac-icon: ♍: [1154, 1041, 1220, 1107]
- footer-page-num: ୭: [1460, 2306, 1468, 2320]
- satellite-map: [513, 1747, 879, 2247]
- horoscope-sign: [1144, 1162, 1488, 1311]
- weather-row: [355, 1855, 511, 1872]
- weather-place: ଟିଟିଲାଗଡ଼: [355, 2093, 419, 2110]
- sign-name: ବୃଷ: [1144, 387, 1234, 415]
- sun-cloud-icon: ☀: [461, 1747, 481, 1772]
- brief-title-1: ବଳିଆକୁ ଖୋଜୁଛି ଜଗା: [12, 343, 200, 416]
- kid-caption-1: ପ୍ରତିବେଦକ: [303, 235, 347, 245]
- birthday-title: ଜନ୍ମଦିନର ଶୁଭେଚ୍ଛା: [23, 137, 191, 166]
- weather-min: ୧୮.୨: [465, 1872, 511, 1889]
- photo-person-5: [966, 692, 1022, 892]
- weather-place: ଝାରସୁଗୁଡ଼ା: [355, 1923, 419, 1940]
